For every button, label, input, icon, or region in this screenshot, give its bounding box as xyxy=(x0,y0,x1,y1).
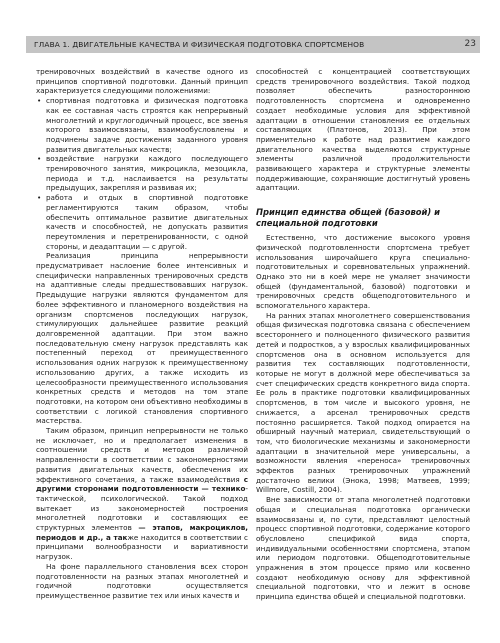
text-run: Таким образом, принцип непрерывности не только не исключает, но и предполагает изменения в соотношении средств и методов различной направленности в соответствии с закономерностями развития двигательных качеств, обеспечения их эффективного сочетания, а также взаимодействия xyxy=(36,426,248,484)
paragraph: Реализация принципа непрерывности предусматривает наслоение более интенсивных и специфически направленных тренировочных средств на адаптивные следы предшествовавших нагрузок. Предыдущие нагрузки являются фундаментом для более эффективного и планомерного воздействия на организм спортсменов последующих нагрузок, стимулирующих дальнейшее развитие реакций долговременной адаптации. При этом важно последовательную смену нагрузок представлять как постепенный переход от преимущественного использования одних нагрузок к преимущественному использованию других, а также исходить из целесообразности преимущественного использования конкретных средств и методов на том этапе подготовки, на котором они объективно необходимы в соответствии с логикой становления спортивного мастерства. xyxy=(36,251,248,426)
text-run: -тактической, психологической. Такой подход вытекает из закономерностей построения многолетней подготовки и составляющих ее структурных элементов xyxy=(36,484,248,533)
bullet-item: • работа и отдых в спортивной подготовке регламентируются таким образом, чтобы обеспечить оптимальное развитие двигательных качеств и способностей, не допускать развития переутомления и перетренированности, с одной стороны, и деадаптации — с другой. xyxy=(36,193,248,251)
paragraph xyxy=(36,426,248,562)
paragraph: способностей с концентрацией соответствующих средств тренировочного воздействия. Такой подход позволяет обеспечить разностороннюю подготовленность спортсмена и одновременно создает необходимые условия для эффективной адаптации в отношении становления ее отдельных составляющих (Платонов, 2013). При этом применительно к работе над развитием каждого двигательного качества выделяются структурные элементы различной продолжительности развивающего характера и структурные элементы поддерживающие, сохраняющие достигнутый уровень адаптации. xyxy=(256,67,470,193)
right-column xyxy=(256,67,470,602)
principle-bullet-list xyxy=(36,96,248,251)
bullet-item: • спортивная подготовка и физическая подготовка как ее составная часть строятся как непрерывный многолетний и круглогодичный процесс, все звенья которого взаимосвязаны, взаимообусловлены и подчинены задаче достижения заданного уровня развития двигательных качеств; xyxy=(36,96,248,154)
page-number: 23 xyxy=(464,39,476,49)
paragraph: Вне зависимости от этапа многолетней подготовки общая и специальная подготовка органически взаимосвязаны и, по сути, представляют целостный процесс спортивной подготовки, содержание которого обусловлено спецификой вида спорта, индивидуальными особенностями спортсмена, этапом или периодом подготовки. Общеподготовительные упражнения в этом процессе прямо или косвенно создают необходимую основу для эффективной специальной подготовки, что и лежит в основе принципа единства общей и специальной подготовки. xyxy=(256,495,470,602)
section-heading: Принцип единства общей (базовой) и специальной подготовки xyxy=(256,207,441,229)
paragraph: Естественно, что достижение высокого уровня физической подготовленности спортсмена требует использования широчайшего круга специально-подготовительных и соревновательных упражнений. Однако это ни в коей мере не умаляет значимости общей (фундаментальной, базовой) подготовки и тренировочных средств общеподготовительного и вспомогательного характера. xyxy=(256,233,470,311)
chapter-title: ГЛАВА 1. ДВИГАТЕЛЬНЫЕ КАЧЕСТВА И ФИЗИЧЕСКАЯ ПОДГОТОВКА СПОРТСМЕНОВ xyxy=(34,40,365,49)
running-header xyxy=(26,36,480,53)
paragraph: тренировочных воздействий в качестве одного из принципов спортивной подготовки. Данный принцип характеризуется следующими положениями: xyxy=(36,67,248,96)
left-column xyxy=(36,67,248,601)
bold-text: с другими сторонами подготовленности — технико xyxy=(36,474,248,494)
bullet-item: • воздействие нагрузки каждого последующего тренировочного занятия, микроцикла, мезоцикла, периода и т.д. наслаивается на результаты предыдущих, закрепляя и развивая их; xyxy=(36,154,248,193)
bold-text: — этапов, макроциклов, периодов и др., а так xyxy=(36,523,248,542)
text-run: же находится в соответствии с принципами волнообразности и вариативности нагрузок. xyxy=(36,532,248,562)
paragraph: На фоне параллельного становления всех сторон подготовленности на разных этапах многолетней и годичной подготовки осуществляется преимущественное развитие тех или иных качеств и xyxy=(36,561,248,600)
paragraph: На ранних этапах многолетнего совершенствования общая физическая подготовка связана с обеспечением всестороннего и полноценного физического развития детей и подростков, а у взрослых квалифицированных спортсменов она в основном используется для развития тех составляющих подготовленности, которые не могут в должной мере обеспечиваться за счет специфических средств конкретного вида спорта. Ее роль в практике подготовки квалифицированных спортсменов, в том числе и высокого уровня, не снижается, а арсенал тренировочных средств постоянно расширяется. Такой подход опирается на обширный научный материал, свидетельствующий о том, что биологические механизмы и закономерности адаптации в значительной мере универсальны, а возможности явления «переноса» тренировочных эффектов разных тренировочных упражнений достаточно велики (Энока, 1998; Матвеев, 1999; Willmore, Costill, 2004). xyxy=(256,310,470,495)
